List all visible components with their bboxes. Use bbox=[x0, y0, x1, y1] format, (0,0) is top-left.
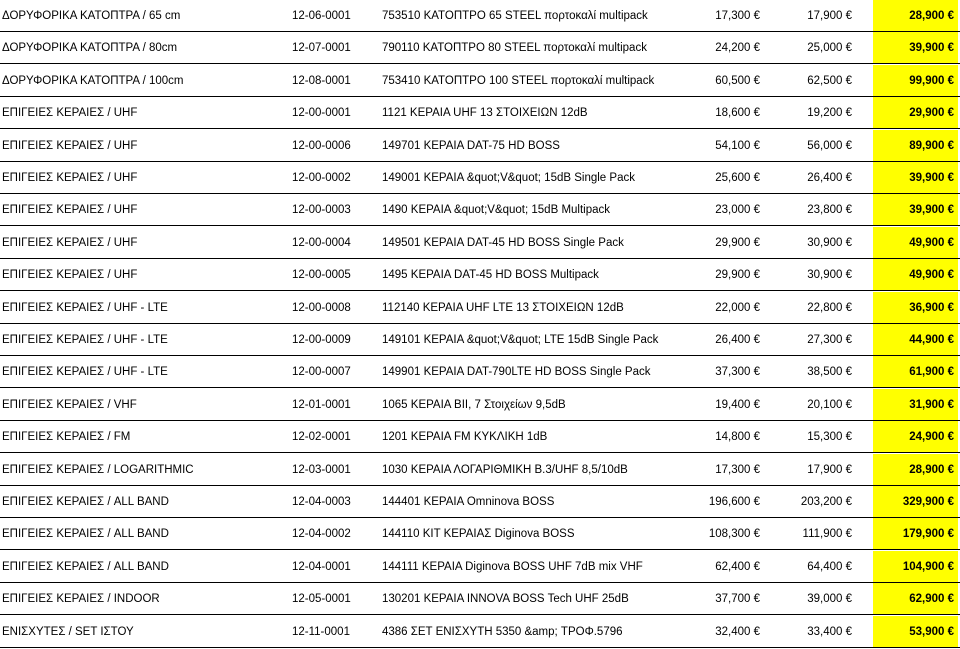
description-cell: 144111 ΚΕΡΑΙΑ Diginova BOSS UHF 7dB mix VHF bbox=[382, 560, 643, 573]
price1-cell: 196,600 € bbox=[708, 496, 760, 508]
price2-cell: 17,900 € bbox=[807, 10, 852, 22]
price3-cell: 49,900 € bbox=[873, 227, 958, 258]
category-cell: ΕΠΙΓΕΙΕΣ ΚΕΡΑΙΕΣ / VHF bbox=[2, 398, 137, 411]
description-cell: 130201 ΚΕΡΑΙΑ INNOVA BOSS Tech UHF 25dB bbox=[382, 593, 629, 606]
category-cell: ΕΠΙΓΕΙΕΣ ΚΕΡΑΙΕΣ / ALL BAND bbox=[2, 528, 169, 541]
category-cell: ΕΠΙΓΕΙΕΣ ΚΕΡΑΙΕΣ / UHF bbox=[2, 107, 138, 120]
price1-cell: 32,400 € bbox=[715, 625, 760, 638]
price2-cell: 17,900 € bbox=[807, 463, 852, 476]
price3-cell: 89,900 € bbox=[873, 130, 958, 161]
code-cell: 12-00-0006 bbox=[292, 139, 351, 152]
description-cell: 144401 ΚΕΡΑΙΑ Omninova BOSS bbox=[382, 496, 555, 508]
table-row bbox=[0, 551, 960, 583]
code-cell: 12-04-0001 bbox=[292, 560, 351, 573]
table-row bbox=[0, 259, 960, 291]
code-cell: 12-00-0007 bbox=[292, 366, 351, 379]
description-cell: 1495 ΚΕΡΑΙΑ DAT-45 HD BOSS Multipack bbox=[382, 269, 599, 282]
price3-cell: 39,900 € bbox=[873, 162, 958, 193]
price2-cell: 20,100 € bbox=[807, 398, 852, 411]
category-cell: ΕΠΙΓΕΙΕΣ ΚΕΡΑΙΕΣ / UHF bbox=[2, 172, 138, 184]
price1-cell: 54,100 € bbox=[715, 139, 760, 152]
price2-cell: 25,000 € bbox=[807, 42, 852, 55]
price3-cell: 53,900 € bbox=[873, 616, 958, 647]
code-cell: 12-03-0001 bbox=[292, 463, 351, 476]
description-cell: 1201 ΚΕΡΑΙΑ FM ΚΥΚΛΙΚΗ 1dB bbox=[382, 431, 548, 444]
table-row bbox=[0, 162, 960, 194]
price3-cell: 28,900 € bbox=[873, 0, 958, 31]
description-cell: 149101 ΚΕΡΑΙΑ &quot;V&quot; LTE 15dB Single Pack bbox=[382, 334, 659, 346]
price1-cell: 62,400 € bbox=[715, 560, 760, 573]
table-row bbox=[0, 194, 960, 226]
price3-cell: 329,900 € bbox=[873, 486, 958, 517]
price3-cell: 61,900 € bbox=[873, 356, 958, 387]
category-cell: ΔΟΡΥΦΟΡΙΚΑ ΚΑΤΟΠΤΡΑ / 100cm bbox=[2, 74, 184, 87]
price2-cell: 64,400 € bbox=[807, 560, 852, 573]
table-row bbox=[0, 518, 960, 550]
code-cell: 12-05-0001 bbox=[292, 593, 351, 606]
code-cell: 12-00-0002 bbox=[292, 172, 351, 184]
category-cell: ΕΠΙΓΕΙΕΣ ΚΕΡΑΙΕΣ / FM bbox=[2, 431, 131, 444]
price1-cell: 18,600 € bbox=[715, 107, 760, 120]
code-cell: 12-00-0003 bbox=[292, 204, 351, 217]
category-cell: ΕΠΙΓΕΙΕΣ ΚΕΡΑΙΕΣ / ALL BAND bbox=[2, 496, 169, 508]
price1-cell: 60,500 € bbox=[715, 74, 760, 87]
price1-cell: 37,300 € bbox=[715, 366, 760, 379]
code-cell: 12-00-0004 bbox=[292, 236, 351, 249]
price1-cell: 17,300 € bbox=[715, 10, 760, 22]
table-row bbox=[0, 389, 960, 421]
price1-cell: 26,400 € bbox=[715, 334, 760, 346]
price1-cell: 19,400 € bbox=[715, 398, 760, 411]
price3-cell: 39,900 € bbox=[873, 32, 958, 63]
price3-cell: 31,900 € bbox=[873, 389, 958, 420]
code-cell: 12-04-0002 bbox=[292, 528, 351, 541]
code-cell: 12-07-0001 bbox=[292, 42, 351, 55]
code-cell: 12-04-0003 bbox=[292, 496, 351, 508]
price1-cell: 17,300 € bbox=[715, 463, 760, 476]
table-row bbox=[0, 486, 960, 518]
description-cell: 149501 ΚΕΡΑΙΑ DAT-45 HD BOSS Single Pack bbox=[382, 236, 624, 249]
description-cell: 149701 ΚΕΡΑΙΑ DAT-75 HD BOSS bbox=[382, 139, 560, 152]
table-row bbox=[0, 324, 960, 356]
price2-cell: 203,200 € bbox=[800, 496, 852, 508]
price3-cell: 179,900 € bbox=[873, 518, 958, 549]
description-cell: 149901 ΚΕΡΑΙΑ DAT-790LTE HD BOSS Single Pack bbox=[382, 366, 651, 379]
table-row bbox=[0, 292, 960, 324]
price1-cell: 22,000 € bbox=[715, 301, 760, 314]
category-cell: ΕΠΙΓΕΙΕΣ ΚΕΡΑΙΕΣ / LOGARITHMIC bbox=[2, 463, 194, 476]
category-cell: ΔΟΡΥΦΟΡΙΚΑ ΚΑΤΟΠΤΡΑ / 80cm bbox=[2, 42, 178, 55]
price3-cell: 49,900 € bbox=[873, 259, 958, 290]
price3-cell: 44,900 € bbox=[873, 324, 958, 355]
description-cell: 1030 ΚΕΡΑΙΑ ΛΟΓΑΡΙΘΜΙΚΗ Β.3/UHF 8,5/10dB bbox=[382, 463, 628, 476]
price1-cell: 23,000 € bbox=[715, 204, 760, 217]
table-row bbox=[0, 32, 960, 64]
price3-cell: 24,900 € bbox=[873, 421, 958, 452]
table-row bbox=[0, 227, 960, 259]
price1-cell: 108,300 € bbox=[708, 528, 760, 541]
description-cell: 4386 ΣΕΤ ΕΝΙΣΧΥΤΗ 5350 &amp; ΤΡΟΦ.5796 bbox=[382, 625, 623, 638]
code-cell: 12-00-0005 bbox=[292, 269, 351, 282]
category-cell: ΕΝΙΣΧΥΤΕΣ / SET ΙΣΤΟΥ bbox=[2, 625, 134, 638]
price3-cell: 29,900 € bbox=[873, 97, 958, 128]
category-cell: ΕΠΙΓΕΙΕΣ ΚΕΡΑΙΕΣ / UHF - LTE bbox=[2, 366, 168, 379]
price2-cell: 39,000 € bbox=[807, 593, 852, 606]
code-cell: 12-01-0001 bbox=[292, 398, 351, 411]
description-cell: 753410 ΚΑΤΟΠΤΡΟ 100 STEEL πορτοκαλί multipack bbox=[382, 74, 655, 87]
price2-cell: 62,500 € bbox=[807, 74, 852, 87]
table-row bbox=[0, 421, 960, 453]
price2-cell: 111,900 € bbox=[802, 528, 852, 541]
price2-cell: 30,900 € bbox=[807, 236, 852, 249]
code-cell: 12-06-0001 bbox=[292, 10, 351, 22]
description-cell: 1065 ΚΕΡΑΙΑ BII, 7 Στοιχείων 9,5dB bbox=[382, 398, 566, 411]
price1-cell: 37,700 € bbox=[715, 593, 760, 606]
table-row bbox=[0, 130, 960, 162]
price2-cell: 23,800 € bbox=[807, 204, 852, 217]
price2-cell: 30,900 € bbox=[807, 269, 852, 282]
description-cell: 790110 ΚΑΤΟΠΤΡΟ 80 STEEL πορτοκαλί multipack bbox=[382, 42, 647, 55]
price2-cell: 15,300 € bbox=[807, 431, 852, 444]
description-cell: 144110 ΚΙΤ ΚΕΡΑΙΑΣ Diginova BOSS bbox=[382, 528, 575, 541]
price3-cell: 36,900 € bbox=[873, 292, 958, 323]
category-cell: ΔΟΡΥΦΟΡΙΚΑ ΚΑΤΟΠΤΡΑ / 65 cm bbox=[2, 10, 181, 22]
code-cell: 12-11-0001 bbox=[292, 625, 350, 638]
category-cell: ΕΠΙΓΕΙΕΣ ΚΕΡΑΙΕΣ / UHF bbox=[2, 269, 138, 282]
price3-cell: 28,900 € bbox=[873, 454, 958, 485]
category-cell: ΕΠΙΓΕΙΕΣ ΚΕΡΑΙΕΣ / UHF bbox=[2, 236, 138, 249]
price3-cell: 99,900 € bbox=[873, 65, 958, 96]
table-row bbox=[0, 0, 960, 32]
category-cell: ΕΠΙΓΕΙΕΣ ΚΕΡΑΙΕΣ / UHF - LTE bbox=[2, 301, 168, 314]
category-cell: ΕΠΙΓΕΙΕΣ ΚΕΡΑΙΕΣ / UHF bbox=[2, 139, 138, 152]
price2-cell: 27,300 € bbox=[807, 334, 852, 346]
price2-cell: 56,000 € bbox=[807, 139, 852, 152]
table-row bbox=[0, 65, 960, 97]
price2-cell: 26,400 € bbox=[807, 172, 852, 184]
table-row bbox=[0, 356, 960, 388]
category-cell: ΕΠΙΓΕΙΕΣ ΚΕΡΑΙΕΣ / UHF - LTE bbox=[2, 334, 168, 346]
table-row bbox=[0, 583, 960, 615]
price3-cell: 39,900 € bbox=[873, 194, 958, 225]
code-cell: 12-00-0009 bbox=[292, 334, 351, 346]
code-cell: 12-00-0008 bbox=[292, 301, 351, 314]
price2-cell: 22,800 € bbox=[807, 301, 852, 314]
price3-cell: 104,900 € bbox=[873, 551, 958, 582]
category-cell: ΕΠΙΓΕΙΕΣ ΚΕΡΑΙΕΣ / UHF bbox=[2, 204, 138, 217]
table-row bbox=[0, 454, 960, 486]
price1-cell: 29,900 € bbox=[715, 269, 760, 282]
description-cell: 1121 ΚΕΡΑΙΑ UHF 13 ΣΤΟΙΧΕΙΩΝ 12dB bbox=[382, 107, 588, 120]
price2-cell: 38,500 € bbox=[807, 366, 852, 379]
price3-cell: 62,900 € bbox=[873, 583, 958, 614]
code-cell: 12-00-0001 bbox=[292, 107, 351, 120]
description-cell: 753510 ΚΑΤΟΠΤΡΟ 65 STEEL πορτοκαλί multipack bbox=[382, 10, 648, 22]
price2-cell: 19,200 € bbox=[807, 107, 852, 120]
price1-cell: 24,200 € bbox=[715, 42, 760, 55]
description-cell: 1490 ΚΕΡΑΙΑ &quot;V&quot; 15dB Multipack bbox=[382, 204, 611, 217]
code-cell: 12-02-0001 bbox=[292, 431, 351, 444]
price1-cell: 14,800 € bbox=[715, 431, 760, 444]
code-cell: 12-08-0001 bbox=[292, 74, 351, 87]
category-cell: ΕΠΙΓΕΙΕΣ ΚΕΡΑΙΕΣ / INDOOR bbox=[2, 593, 160, 606]
price2-cell: 33,400 € bbox=[807, 625, 852, 638]
table-row bbox=[0, 97, 960, 129]
table-row bbox=[0, 616, 960, 648]
price1-cell: 25,600 € bbox=[715, 172, 760, 184]
price1-cell: 29,900 € bbox=[715, 236, 760, 249]
category-cell: ΕΠΙΓΕΙΕΣ ΚΕΡΑΙΕΣ / ALL BAND bbox=[2, 560, 169, 573]
description-cell: 149001 ΚΕΡΑΙΑ &quot;V&quot; 15dB Single Pack bbox=[382, 172, 635, 184]
description-cell: 112140 ΚΕΡΑΙΑ UHF LTE 13 ΣΤΟΙΧΕΙΩΝ 12dB bbox=[382, 301, 624, 314]
